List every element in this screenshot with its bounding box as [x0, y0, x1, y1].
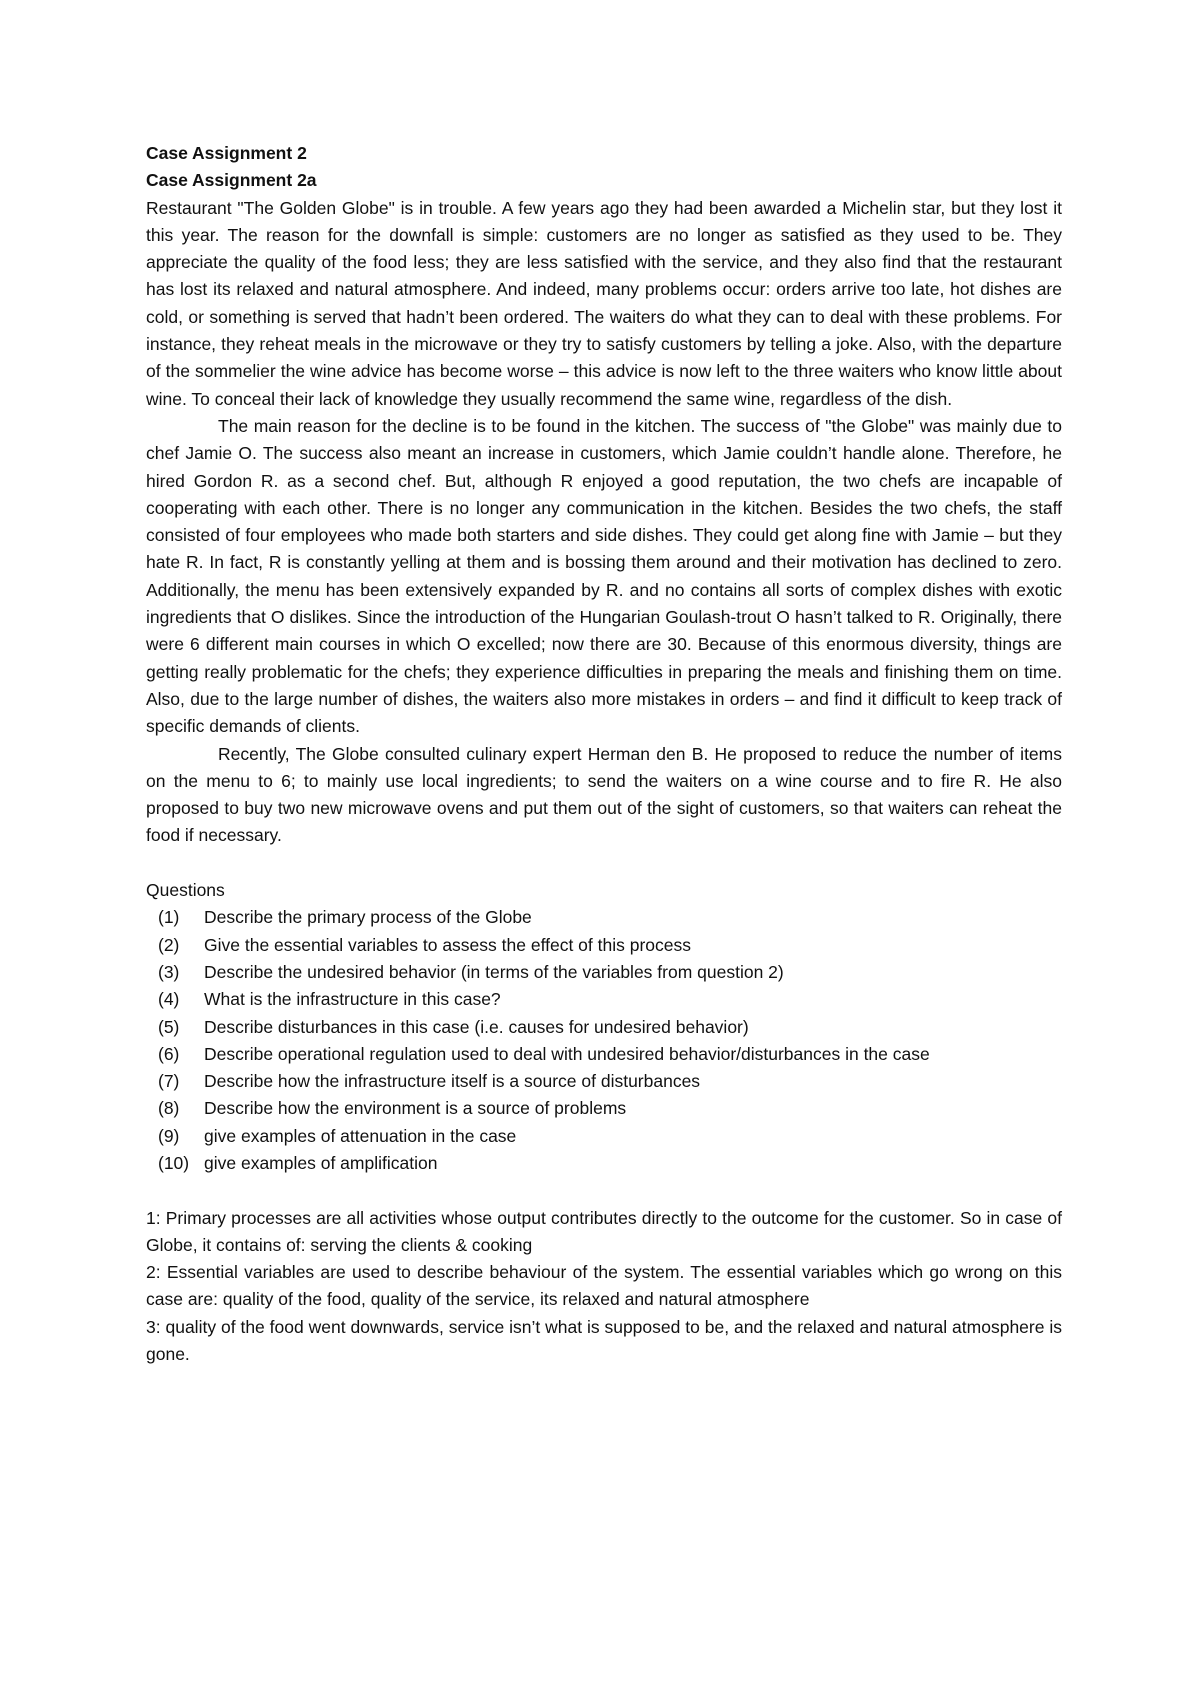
question-text: What is the infrastructure in this case? — [204, 989, 501, 1010]
question-text: Describe operational regulation used to deal with undesired behavior/disturbances in the case — [204, 1043, 930, 1064]
question-text: give examples of amplification — [204, 1152, 438, 1173]
question-text: Describe disturbances in this case (i.e. causes for undesired behavior) — [204, 1016, 749, 1037]
question-item — [158, 1041, 1062, 1068]
question-item — [158, 1123, 1062, 1150]
question-text: Describe the primary process of the Globe — [204, 907, 532, 928]
document-subtitle: Case Assignment 2a — [146, 170, 317, 191]
answer-2: 2: Essential variables are used to describe behaviour of the system. The essential variables which go wrong on this case are: quality of the food, quality of the service, its relaxed and natural atmosphere — [146, 1262, 1062, 1310]
question-text: Describe the undesired behavior (in terms of the variables from question 2) — [204, 961, 784, 982]
question-item — [158, 986, 1062, 1013]
question-item — [158, 959, 1062, 986]
question-item — [158, 932, 1062, 959]
question-text: Describe how the environment is a source of problems — [204, 1098, 627, 1119]
question-number: (1) — [158, 907, 180, 928]
question-number: (9) — [158, 1125, 180, 1146]
case-paragraph-2: The main reason for the decline is to be found in the kitchen. The success of "the Globe" was mainly due to chef Jamie O. The success also meant an increase in customers, which Jamie couldn’t handle alone. Therefore, he hired Gordon R. as a second chef. But, although R enjoyed a good reputation, the two chefs are incapable of cooperating with each other. There is no longer any communication in the kitchen. Besides the two chefs, the staff consisted of four employees who made both starters and side dishes. They could get along fine with Jamie – but they hate R. In fact, R is constantly yelling at them and is bossing them around and their motivation has declined to zero. Additionally, the menu has been extensively expanded by R. and no contains all sorts of complex dishes with exotic ingredients that O dislikes. Since the introduction of the Hungarian Goulash-trout O hasn’t talked to R. Originally, there were 6 different main courses in which O excelled; now there are 30. Because of this enormous diversity, things are getting really problematic for the chefs; they experience difficulties in preparing the meals and finishing them on time. Also, due to the large number of dishes, the waiters also more mistakes in orders – and find it difficult to keep track of specific demands of clients. — [146, 415, 1062, 737]
document-title: Case Assignment 2 — [146, 143, 307, 163]
question-text: Describe how the infrastructure itself is a source of disturbances — [204, 1071, 701, 1092]
question-number: (7) — [158, 1071, 180, 1092]
question-item — [158, 1068, 1062, 1095]
blank-line — [146, 850, 1062, 877]
question-number: (3) — [158, 961, 180, 982]
question-item — [158, 904, 1062, 931]
question-item — [158, 1095, 1062, 1122]
questions-list — [146, 904, 1062, 1177]
question-number: (2) — [158, 934, 180, 955]
case-paragraph-1: Restaurant "The Golden Globe" is in trouble. A few years ago they had been awarded a Michelin star, but they lost it this year. The reason for the downfall is simple: customers are no longer as satisfied as they used to be. They appreciate the quality of the food less; they are less satisfied with the service, and they also find that the restaurant has lost its relaxed and natural atmosphere. And indeed, many problems occur: orders arrive too late, hot dishes are cold, or something is served that hadn’t been ordered. The waiters do what they can to deal with these problems. For instance, they reheat meals in the microwave or they try to satisfy customers by telling a joke. Also, with the departure of the sommelier the wine advice has become worse – this advice is now left to the three waiters who know little about wine. To conceal their lack of knowledge they usually recommend the same wine, regardless of the dish. — [146, 197, 1062, 409]
document-page — [146, 140, 1062, 1368]
question-number: (8) — [158, 1098, 180, 1119]
question-number: (10) — [158, 1152, 190, 1173]
case-paragraph-3: Recently, The Globe consulted culinary expert Herman den B. He proposed to reduce the number of items on the menu to 6; to mainly use local ingredients; to send the waiters on a wine course and to fire R. He also proposed to buy two new microwave ovens and put them out of the sight of customers, so that waiters can reheat the food if necessary. — [146, 743, 1062, 846]
answer-3: 3: quality of the food went downwards, service isn’t what is supposed to be, and the relaxed and natural atmosphere is gone. — [146, 1316, 1062, 1365]
question-item — [158, 1150, 1062, 1177]
question-number: (4) — [158, 989, 180, 1010]
question-item — [158, 1014, 1062, 1041]
question-number: (6) — [158, 1043, 180, 1064]
question-number: (5) — [158, 1016, 180, 1037]
blank-line — [146, 1177, 1062, 1204]
question-text: Give the essential variables to assess the effect of this process — [204, 934, 692, 955]
questions-heading: Questions — [146, 880, 225, 901]
question-text: give examples of attenuation in the case — [204, 1125, 517, 1146]
answer-1: 1: Primary processes are all activities whose output contributes directly to the outcome for the customer. So in case of Globe, it contains of: serving the clients & cooking — [146, 1207, 1062, 1255]
